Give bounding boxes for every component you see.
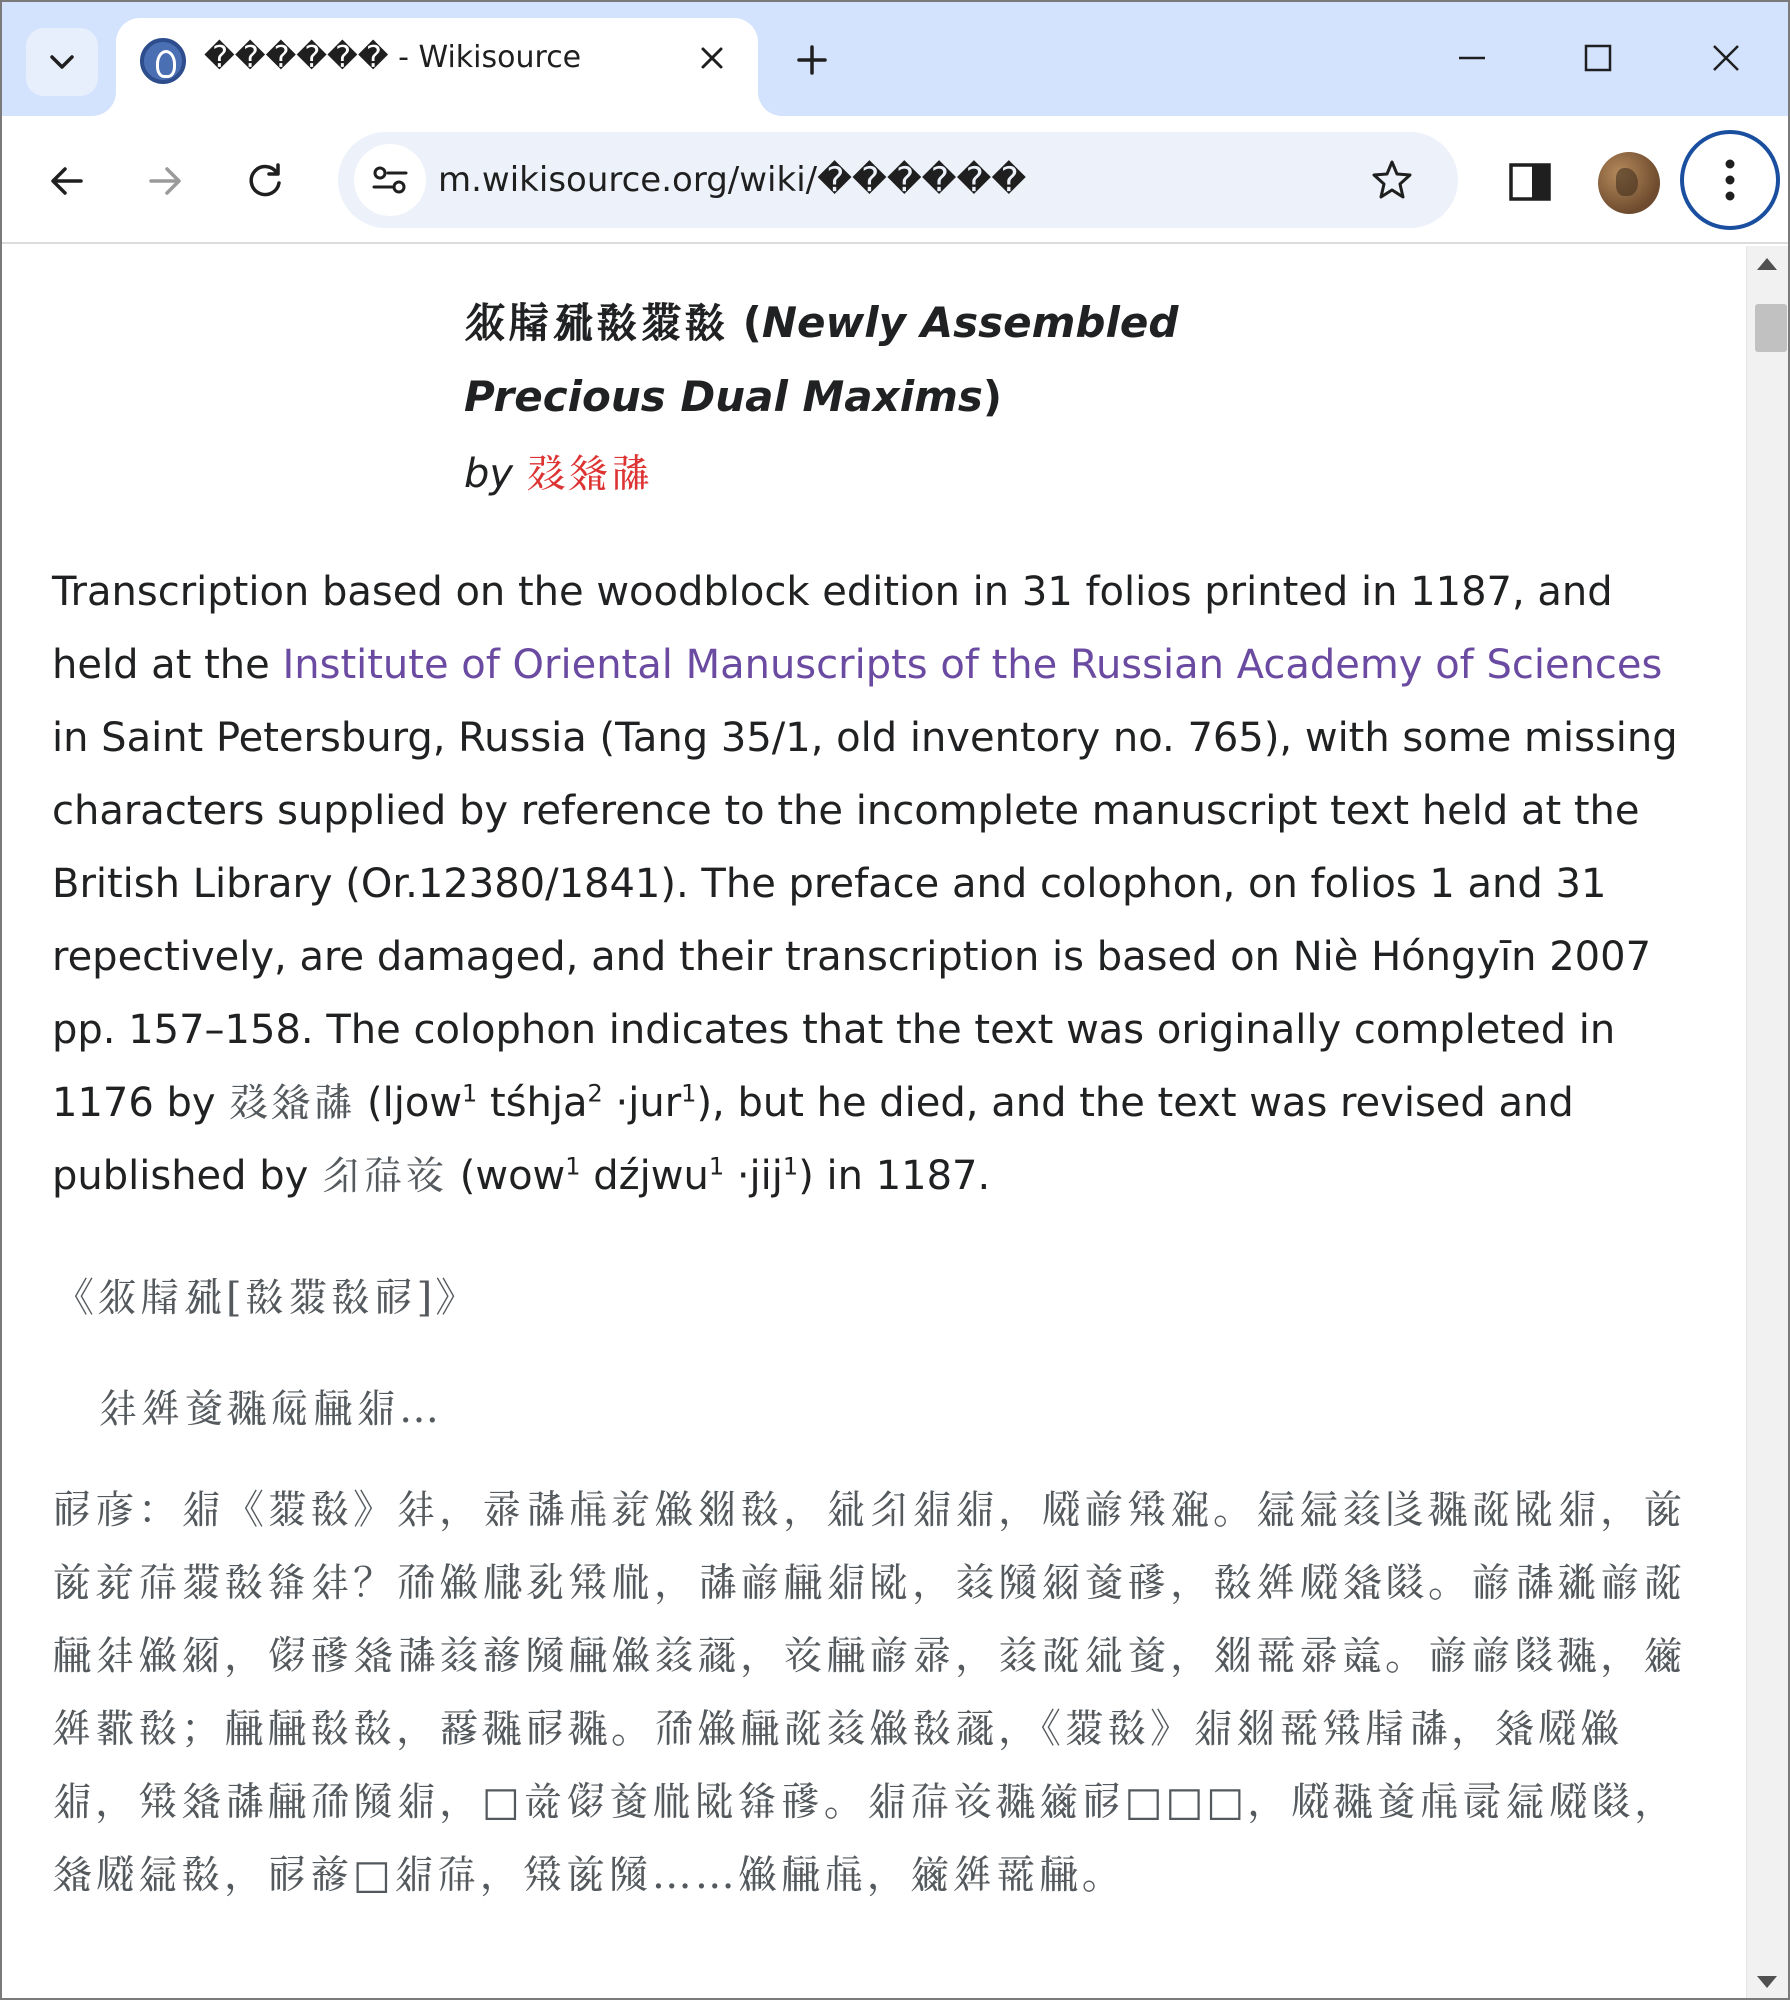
browser-toolbar — [2, 116, 1790, 244]
forward-button[interactable] — [130, 146, 200, 216]
title-english-line2: Precious Dual Maxims — [464, 372, 983, 421]
tab-close-button[interactable] — [690, 36, 734, 80]
tab-search-button[interactable] — [26, 28, 98, 96]
bookmark-button[interactable] — [1366, 154, 1418, 206]
scroll-thumb[interactable] — [1755, 304, 1787, 352]
star-icon — [1370, 158, 1414, 202]
intro-paragraph: Transcription based on the woodblock edition in 31 folios printed in 1187, and held at the Institute of Oriental Manuscripts of the Russian Academy of Sciences in Saint Petersburg, Russia (Tang 35/1, old inventory no. 765), with some missing characters supplied by reference to the incomplete manuscript text held at the British Library (Or.12380/1841). The preface and colophon, on folios 1 and 31 repectively, are damaged, and their transcription is based on Niè Hóngyīn 2007 pp. 157–158. The colophon indicates that the text was originally completed in 1176 by 𘅇𗾽𗰜 (ljow$^1$ tśhja$^2$ ·jur$^1$), but he died, and the text was revised and published by 𗼃𗗚𘝞 (wow$^1$ dźjwu$^1$ ·jij$^1$) in 1187. — [52, 569, 1678, 1199]
minimize-button[interactable] — [1432, 26, 1512, 90]
tangut-name-1: 𘅇𗾽𗰜 — [228, 1080, 355, 1126]
vertical-scrollbar[interactable] — [1746, 246, 1790, 2000]
wikisource-icon — [140, 38, 186, 84]
scroll-down-arrow-icon[interactable] — [1757, 1976, 1777, 1988]
title-tangut: 𗼇𗹡𗉣𘞵𗷅𘞵 — [464, 298, 729, 347]
tab-strip — [2, 2, 1790, 116]
author-line — [464, 434, 1244, 514]
site-info-button[interactable] — [354, 144, 426, 216]
title-english-line1: Newly Assembled — [761, 298, 1179, 347]
tune-icon — [371, 164, 409, 196]
reload-icon — [245, 161, 285, 201]
page-content — [2, 246, 1746, 2000]
arrow-right-icon — [145, 161, 185, 201]
maximize-icon — [1583, 43, 1613, 73]
author-link[interactable]: 𘅇𗾽𗰜 — [525, 451, 652, 497]
plus-icon — [796, 44, 828, 76]
institute-link[interactable]: Institute of Oriental Manuscripts of the Russian Academy of Sciences — [282, 642, 1663, 688]
side-panel-button[interactable] — [1498, 150, 1562, 214]
work-header — [464, 286, 1244, 514]
new-tab-button[interactable] — [788, 32, 836, 88]
side-panel-icon — [1508, 162, 1552, 202]
tab-title: ������ - Wikisource — [204, 40, 582, 75]
close-window-button[interactable] — [1686, 26, 1766, 90]
url-text[interactable]: m.wikisource.org/wiki/������ — [438, 160, 1027, 200]
close-icon — [700, 46, 724, 70]
page-title: 𗼇𗹡𗉣𘞵𗷅𘞵 (Newly Assembled — [464, 298, 1179, 347]
by-label: by — [464, 451, 514, 497]
scroll-up-arrow-icon[interactable] — [1757, 258, 1777, 270]
tangut-preface-paragraph: 𗟲𗇋：𗤋《𗷅𘞵》𗢳，𗈁𗰜𗍫𗐱𗏹𗾞𘞵，𗣼𗼃𗤋𗤋，𗆧𗑗𗋽𗘂。𗦇𗦇𗑠𗁅𗖵𗰞𗎫𗤋，𗐯𗐯𗐱𗗚𗷅𘞵𗌭𗢳？𗗙𗏹𗆇𗎘𗋽𗄻，𗰜𗑗𗍳𗤋𗎫，𗑠𗂧𗥃𗒹𗟭，𘞵𗤶𗆧𗾽𗂸。𗑗𗰜𗡶𗑗𗰞𗍳𗢳𗏹𗥃，𗃮𗟭𗾽𗰜𗑠𗒘𗂧𗍳𗏹𗑠𗹙，𘝞𗍳𗑗𗈁，𗑠𗰞𗣼𗒹，𗾞𗵃𗈁𗒣。𗑗𗑗𗂸𗖵，𗫂𗤶𗷃𘞵；𗍳𗍳𘞵𘞵，𗵒𗖵𗟲𗖵。𗗙𗏹𗍳𗰞𗑠𗏹𘞵𗹙，《𗷅𘞵》𗤋𗾞𗵃𗋽𗹡𗰜，𗾽𗆧𗏹𗤋，𗋽𗾽𗰜𗍳𗗙𗂧𗤋，□𗯨𗃮𗒹𗄻𗎫𗌭𗟭。𗤋𗗚𘝞𗖵𗫂𗟲□□□，𗆧𗖵𗒹𗍫𗕑𗦇𗆧𗂸，𗾽𗆧𗦇𘞵，𗟲𗒘□𗤋𗗚，𗋽𗐯𗂧……𗏹𗍳𗍫，𗫂𗤶𗵃𗍳。 — [52, 1487, 1686, 1898]
address-bar[interactable] — [338, 132, 1458, 228]
back-button[interactable] — [32, 146, 102, 216]
minimize-icon — [1457, 43, 1487, 73]
arrow-left-icon — [47, 161, 87, 201]
browser-menu-button[interactable] — [1680, 130, 1780, 230]
page-title-continued: Precious Dual Maxims) — [464, 372, 1003, 421]
reload-button[interactable] — [230, 146, 300, 216]
chevron-down-icon — [48, 52, 76, 72]
maximize-button[interactable] — [1558, 26, 1638, 90]
tangut-name-2: 𗼃𗗚𘝞 — [321, 1153, 448, 1199]
active-tab[interactable] — [116, 18, 758, 116]
close-icon — [1711, 43, 1741, 73]
more-vert-icon — [1724, 158, 1736, 202]
tangut-section-subtitle: 𗢳𗤶𗒹𗖵𗏁𗍳𗤋… — [98, 1386, 442, 1432]
tangut-section-title: 《𗼇𗹡𗉣[𘞵𗷅𘞵𗟲]》 — [54, 1275, 479, 1321]
profile-avatar[interactable] — [1598, 152, 1660, 214]
